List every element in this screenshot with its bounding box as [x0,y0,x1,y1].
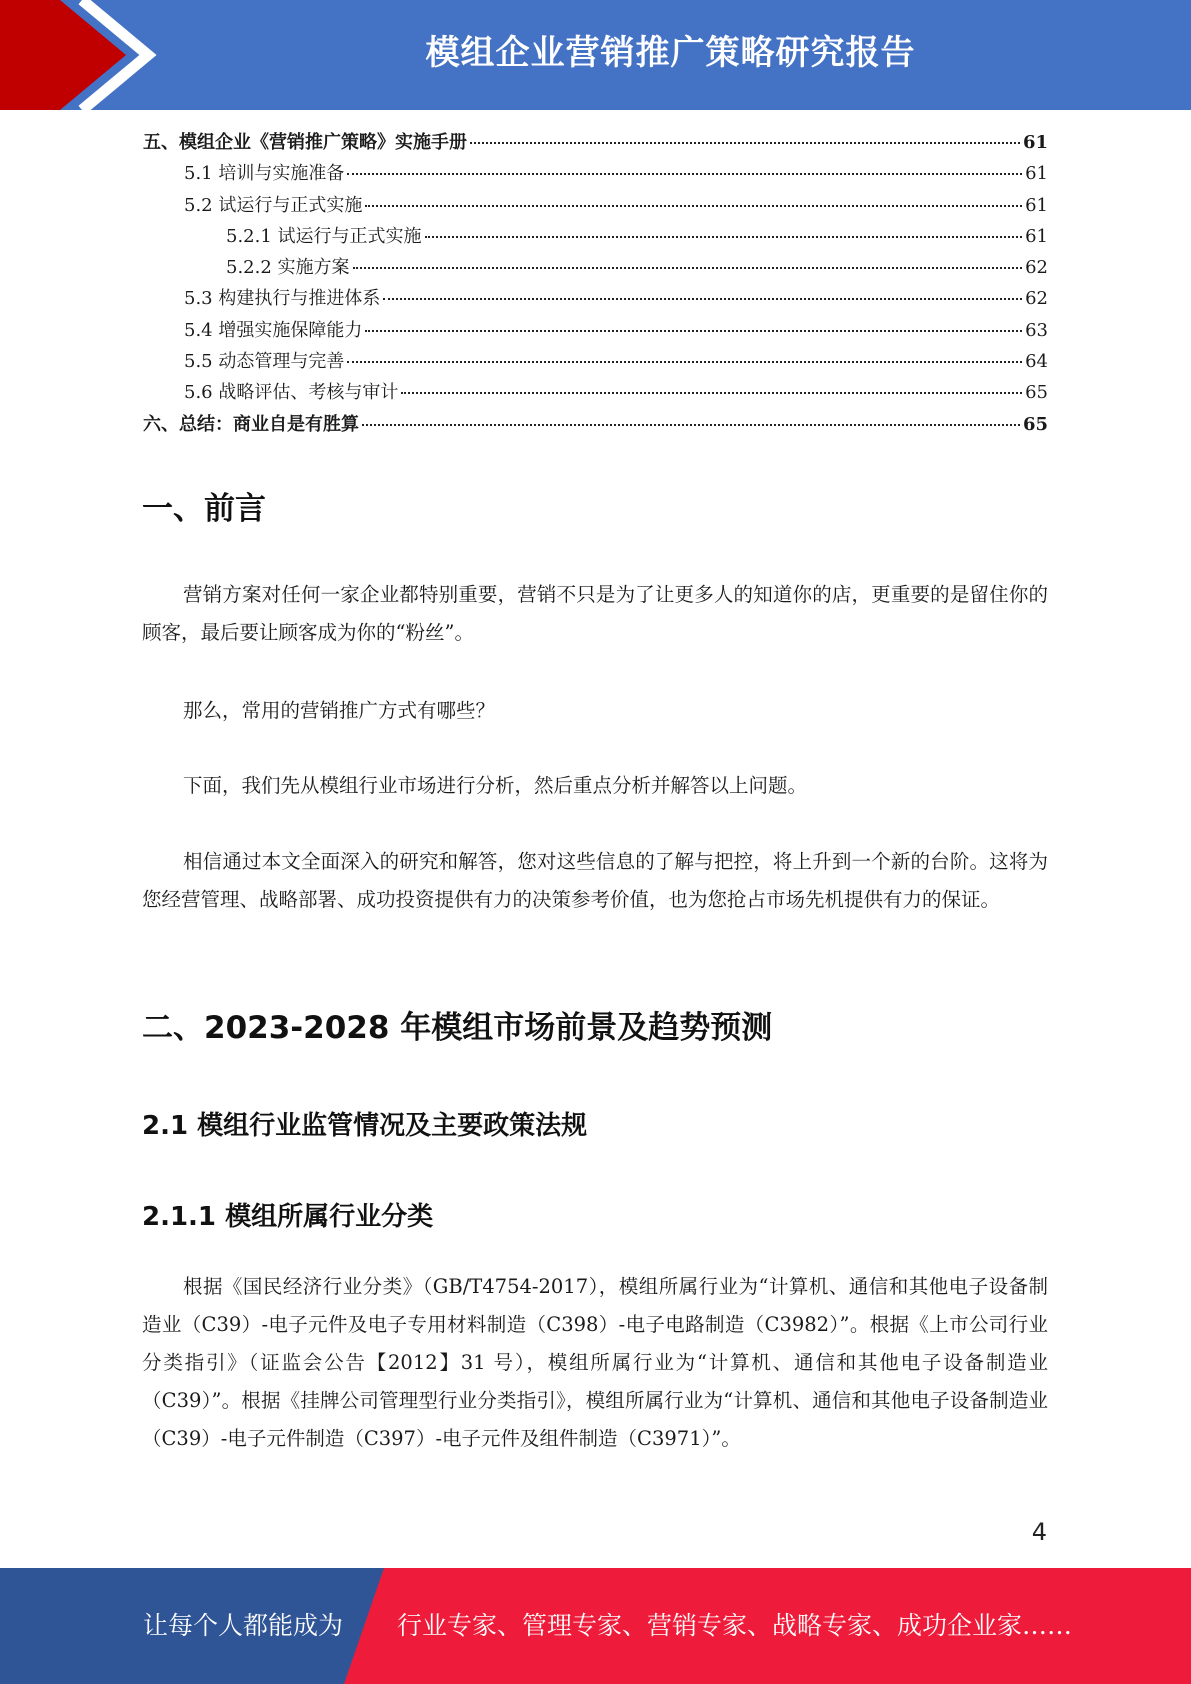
toc-entry-page: 61 [1025,194,1048,216]
toc-entry-label: 五、模组企业《营销推广策略》实施手册 [143,132,467,153]
section-2-heading: 二、2023-2028 年模组市场前景及趋势预测 [142,1010,773,1046]
page-header [0,0,1191,110]
toc-entry[interactable] [143,284,1048,315]
toc-dot-leader [347,361,1022,363]
intro-paragraph-1: 营销方案对任何一家企业都特别重要，营销不只是为了让更多人的知道你的店，更重要的是留住你的顾客，最后要让顾客成为你的“粉丝”。 [142,583,1048,644]
toc-entry[interactable] [143,253,1048,284]
toc-dot-leader [365,205,1022,207]
intro-paragraph-3: 下面，我们先从模组行业市场进行分析，然后重点分析并解答以上问题。 [183,774,808,797]
toc-entry[interactable] [143,159,1048,190]
page-footer [0,1568,1191,1684]
toc-entry[interactable] [143,128,1048,159]
toc-entry-label: 5.6 战略评估、考核与审计 [184,382,399,404]
subsection-2-1-1-heading: 2.1.1 模组所属行业分类 [142,1202,434,1232]
toc-entry-label: 5.3 构建执行与推进体系 [184,288,381,310]
page-number: 4 [1031,1518,1047,1546]
toc-entry-page: 61 [1025,163,1048,185]
toc-entry[interactable] [143,347,1048,378]
toc-entry[interactable] [143,410,1048,441]
toc-entry[interactable] [143,378,1048,409]
toc-entry-page: 63 [1025,319,1048,341]
toc-entry-page: 61 [1022,132,1048,153]
footer-slogan-left: 让每个人都能成为 [143,1611,344,1640]
toc-entry-label: 5.5 动态管理与完善 [184,351,345,373]
toc-entry-page: 61 [1025,225,1048,247]
industry-classification-paragraph: 根据《国民经济行业分类》（GB/T4754-2017），模组所属行业为“计算机、通信和其他电子设备制造业（C39）-电子元件及电子专用材料制造（C398）-电子电路制造（C3982）”。根据《上市公司行业分类指引》（证监会公告【2012】31 号），模组所属行业为“计算机、通信和其他电子设备制造业（C39）”。根据《挂牌公司管理型行业分类指引》，模组所属行业为“计算机、通信和其他电子设备制造业（C39）-电子元件制造（C397）-电子元件及组件制造（C3971）”。 [142,1275,1048,1450]
toc-entry-page: 65 [1022,413,1048,435]
toc-dot-leader [425,236,1023,238]
toc-entry-page: 65 [1025,382,1048,404]
toc-entry[interactable] [143,222,1048,253]
header-title: 模组企业营销推广策略研究报告 [425,33,916,73]
toc-dot-leader [362,424,1020,426]
toc-entry[interactable] [143,316,1048,347]
toc-entry-label: 5.2 试运行与正式实施 [184,194,363,216]
toc-entry-page: 62 [1025,257,1048,279]
toc-entry[interactable] [143,191,1048,222]
intro-paragraph-4: 相信通过本文全面深入的研究和解答，您对这些信息的了解与把控，将上升到一个新的台阶。这将为您经营管理、战略部署、成功投资提供有力的决策参考价值，也为您抢占市场先机提供有力的保证。 [142,850,1048,911]
toc-entry-label: 5.1 培训与实施准备 [184,163,345,185]
toc-entry-label: 5.4 增强实施保障能力 [184,319,363,341]
toc-dot-leader [347,173,1022,175]
toc-entry-label: 5.2.2 实施方案 [226,257,350,279]
section-1-heading: 一、前言 [142,491,266,527]
toc-dot-leader [401,392,1022,394]
table-of-contents [143,128,1048,441]
toc-entry-label: 六、总结：商业自是有胜算 [143,413,359,435]
toc-dot-leader [470,142,1020,144]
intro-paragraph-2: 那么，常用的营销推广方式有哪些？ [183,699,496,722]
toc-entry-label: 5.2.1 试运行与正式实施 [226,225,422,247]
footer-slogan-right: 行业专家、管理专家、营销专家、战略专家、成功企业家…… [397,1611,1073,1640]
toc-entry-page: 62 [1025,288,1048,310]
toc-dot-leader [383,298,1022,300]
toc-entry-page: 64 [1025,351,1048,373]
toc-dot-leader [353,267,1023,269]
subsection-2-1-heading: 2.1 模组行业监管情况及主要政策法规 [142,1111,588,1141]
toc-dot-leader [365,330,1022,332]
